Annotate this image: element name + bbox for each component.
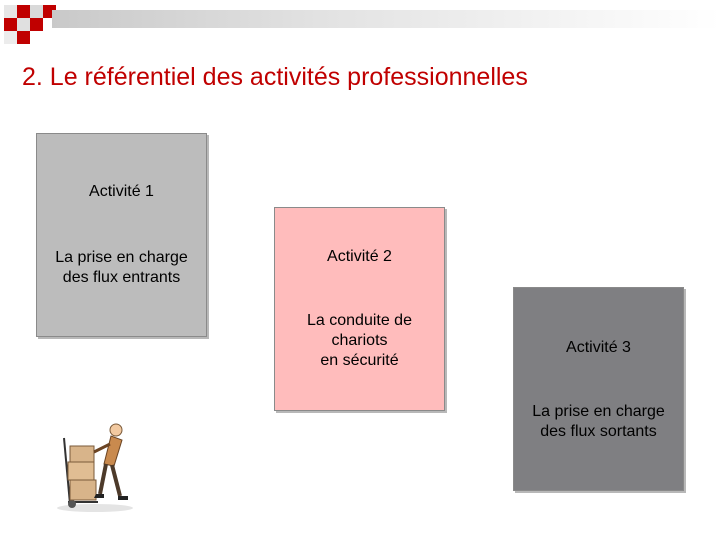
activity-1-line-2: des flux entrants — [62, 269, 181, 286]
activity-1-heading: Activité 1 — [89, 183, 154, 200]
activity-3-line-1: La prise en charge — [532, 403, 665, 420]
activity-2-box — [274, 207, 445, 411]
activity-2-line-1: La conduite de — [307, 312, 412, 329]
activity-2-heading: Activité 2 — [327, 248, 392, 265]
activity-1-description — [37, 248, 206, 288]
checkerboard-icon — [0, 0, 60, 50]
activity-2-line-2: chariots — [331, 332, 388, 349]
slide-title: 2. Le référentiel des activités professionnelles — [22, 63, 528, 91]
activity-2-description — [275, 311, 444, 371]
activity-3-heading: Activité 3 — [566, 339, 631, 356]
activity-1-line-1: La prise en charge — [55, 249, 188, 266]
activity-1-box — [36, 133, 207, 337]
activity-3-line-2: des flux sortants — [540, 423, 657, 440]
activity-3-box — [513, 287, 684, 491]
worker-carrying-boxes-icon — [50, 418, 140, 513]
activity-3-description — [514, 402, 683, 442]
activity-2-line-3: en sécurité — [320, 352, 399, 369]
top-decorative-bar — [52, 10, 720, 28]
